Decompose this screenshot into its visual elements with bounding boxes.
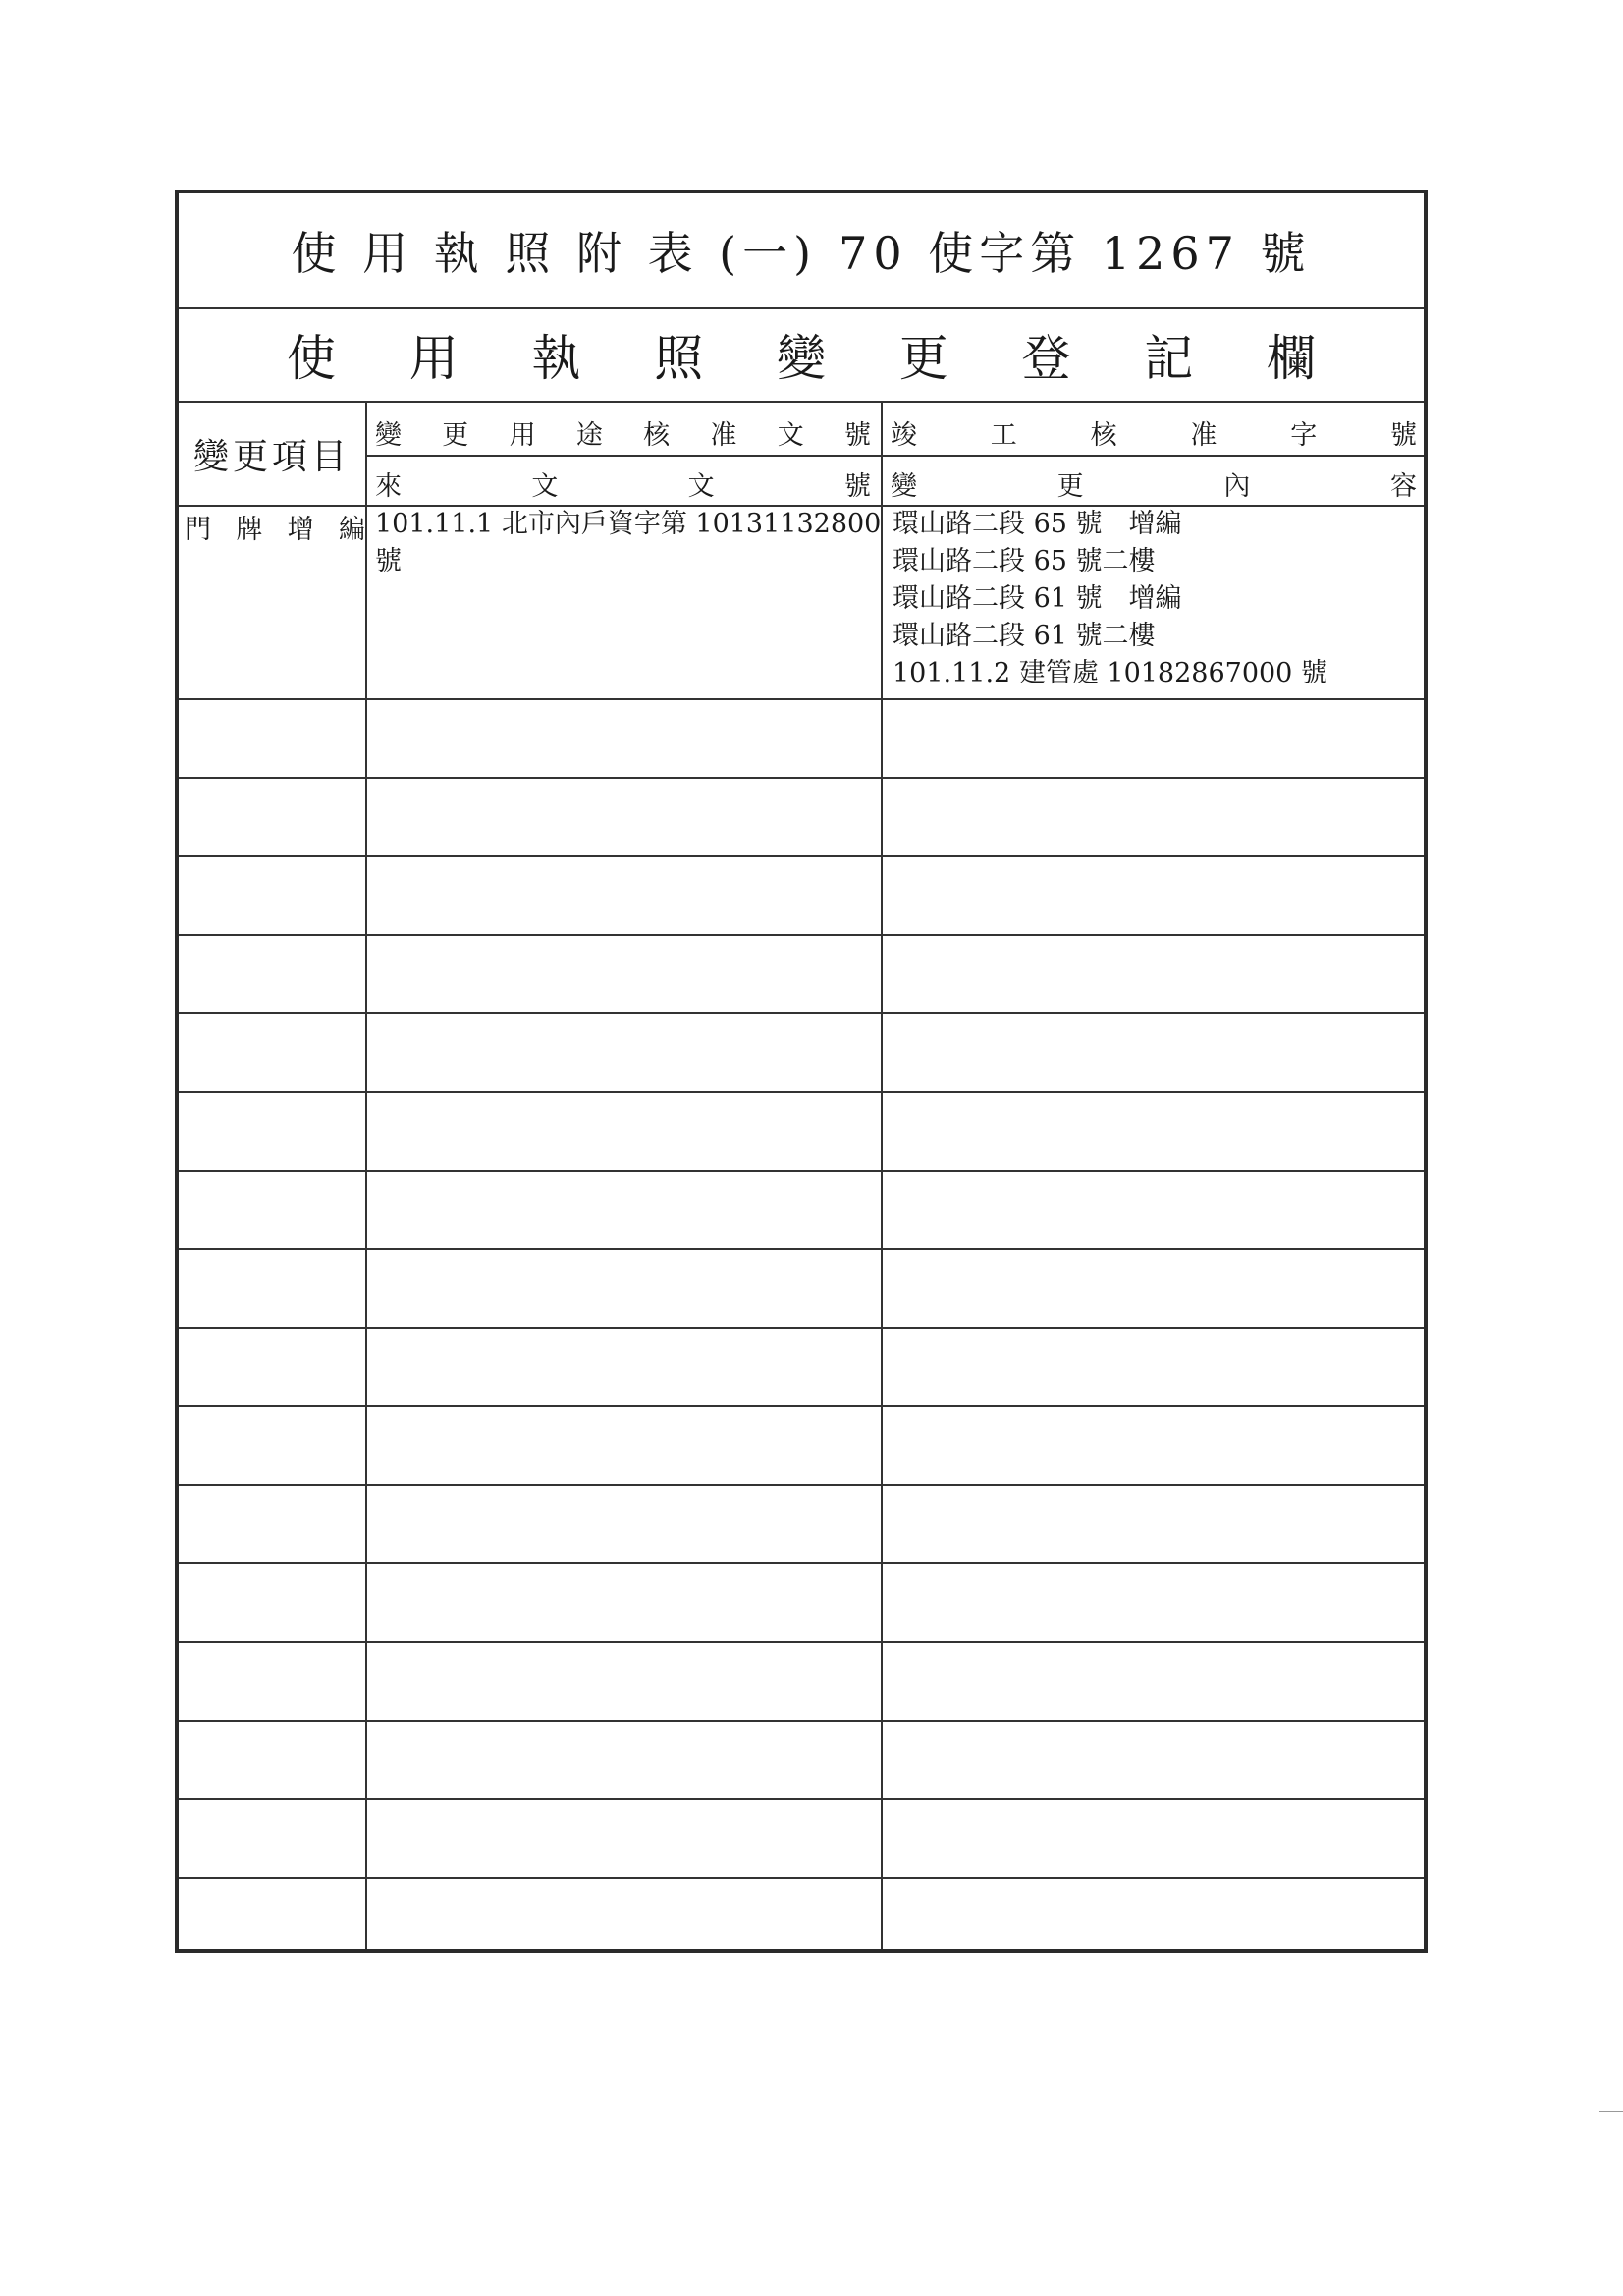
entry-incoming-doc-no [375,506,881,580]
row-divider [179,1248,1424,1250]
form-title [179,193,1424,309]
title-license-number: 70 使字第 1267 號 [839,227,1312,280]
item-char: 增 [287,515,314,545]
entry-change-content [893,506,1327,692]
row-divider [179,1484,1424,1486]
form-subtitle [179,307,1424,403]
content-line: 環山路二段 61 號二樓 [893,621,1156,651]
row-divider [179,1170,1424,1172]
header-char: 變 [891,471,917,502]
header-char: 容 [1389,471,1417,502]
subtitle-char: 照 [654,329,704,387]
header-char: 用 [509,420,536,451]
usage-license-change-form [175,190,1428,1953]
subtitle-char: 變 [777,329,826,387]
header-char: 文 [531,471,559,502]
header-char: 文 [777,420,804,451]
column-divider [365,403,367,1949]
content-line: 環山路二段 65 號 增編 [893,509,1182,539]
doc-line: 號 [375,546,402,576]
header-subrow-divider [365,455,1424,457]
content-line: 101.11.2 建管處 10182867000 號 [893,658,1327,688]
row-divider [179,1641,1424,1643]
subtitle-char: 登 [1021,329,1071,387]
row-divider [179,1012,1424,1014]
row-divider [179,1405,1424,1407]
subtitle-char: 用 [408,329,459,387]
row-divider [179,1327,1424,1329]
title-main: 使 用 執 照 附 表 (一) [291,227,818,280]
header-char: 文 [687,471,715,502]
header-char: 准 [1190,420,1217,451]
subtitle-char: 記 [1144,329,1194,387]
header-char: 字 [1290,420,1318,451]
row-divider [179,934,1424,936]
header-change-content [891,465,1417,503]
doc-line: 101.11.1 北市內戶資字第 10131132800 [375,509,882,539]
subtitle-char: 使 [287,329,336,387]
content-line: 環山路二段 61 號 增編 [893,583,1182,614]
header-char: 內 [1223,471,1251,502]
row-divider [179,1091,1424,1093]
subtitle-char: 欄 [1267,329,1316,387]
row-divider [179,1877,1424,1879]
header-char: 更 [1056,471,1084,502]
header-char: 准 [710,420,737,451]
header-char: 途 [575,420,603,451]
subtitle-char: 執 [531,329,581,387]
row-divider [179,855,1424,857]
header-char: 更 [442,420,469,451]
header-char: 號 [843,420,871,451]
row-divider [179,1798,1424,1800]
row-divider [179,698,1424,700]
column-divider [881,403,883,1949]
header-incoming-doc-no [375,465,871,503]
header-char: 工 [990,420,1017,451]
header-char: 號 [1389,420,1417,451]
row-divider [179,1562,1424,1564]
header-char: 核 [643,420,671,451]
item-char: 牌 [236,515,263,545]
header-char: 竣 [891,420,917,451]
entry-change-item [185,508,365,546]
item-char: 門 [185,515,211,545]
header-change-use-approval-no [375,413,871,452]
header-completion-approval-no [891,413,1417,452]
content-line: 環山路二段 65 號二樓 [893,546,1156,576]
row-divider [179,777,1424,779]
subtitle-char: 更 [898,329,948,387]
row-divider [179,1720,1424,1722]
header-change-item: 變更項目 [192,436,351,477]
item-char: 編 [338,515,365,545]
header-char: 來 [375,471,402,502]
header-char: 核 [1090,420,1117,451]
header-char: 號 [843,471,871,502]
header-char: 變 [375,420,402,451]
scan-mark [1599,2111,1623,2112]
